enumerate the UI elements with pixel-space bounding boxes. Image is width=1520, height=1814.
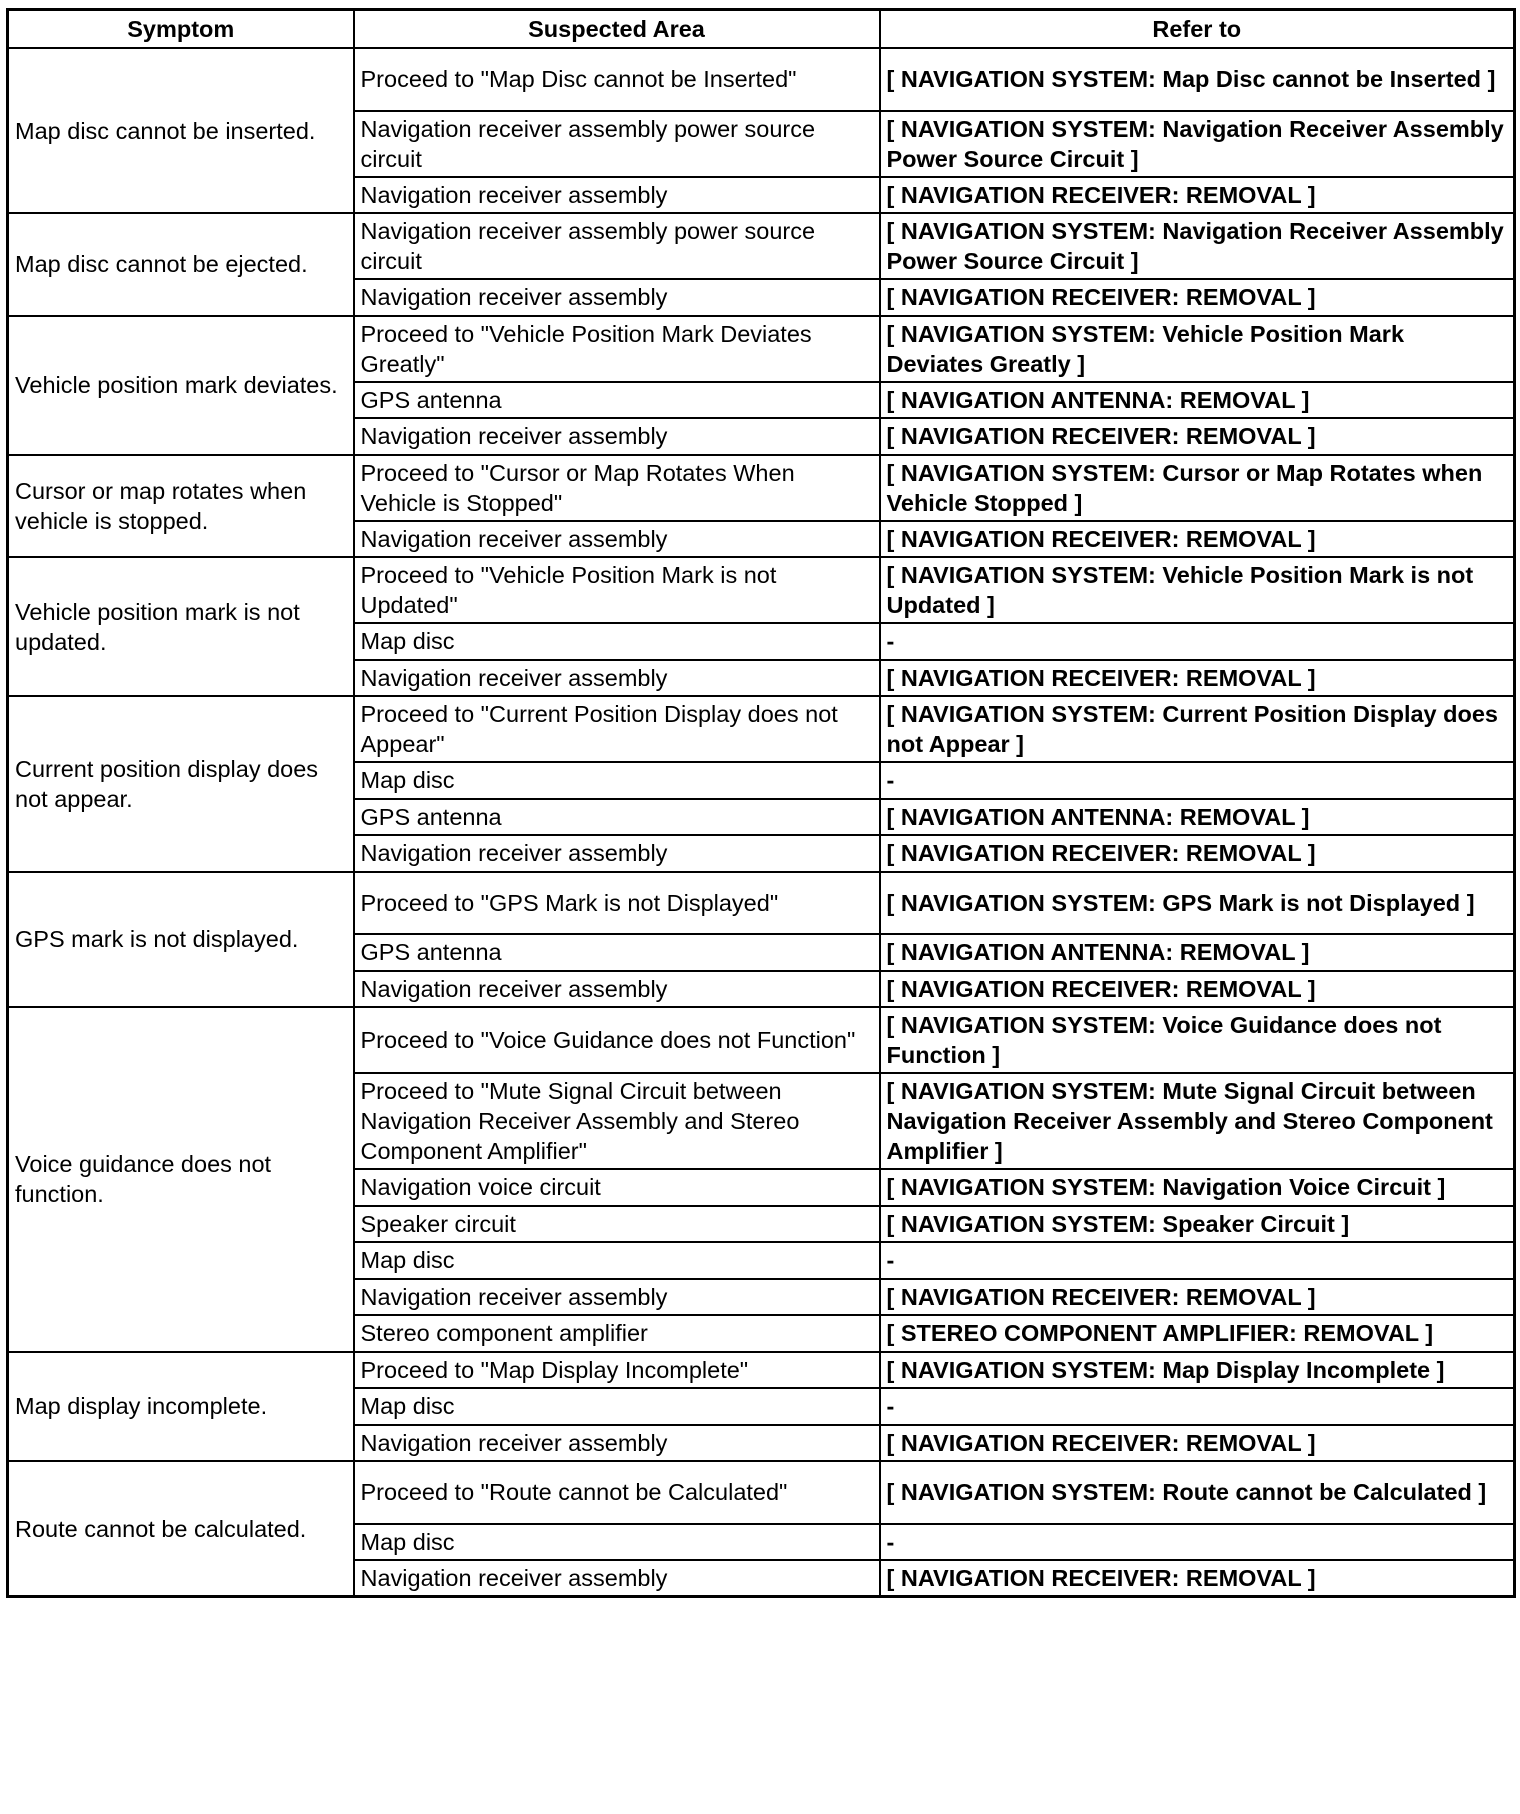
refer-to-cell: [ NAVIGATION SYSTEM: Mute Signal Circuit between Navigation Receiver Assembly and Stereo Component Amplifier ] (880, 1073, 1515, 1169)
refer-to-cell: - (880, 762, 1515, 799)
refer-to-cell: [ STEREO COMPONENT AMPLIFIER: REMOVAL ] (880, 1315, 1515, 1352)
suspected-area-cell: Navigation receiver assembly (354, 279, 880, 316)
symptom-cell: Map display incomplete. (8, 1352, 354, 1462)
suspected-area-cell: Navigation receiver assembly (354, 418, 880, 455)
suspected-area-cell: Navigation receiver assembly (354, 521, 880, 558)
table-row (8, 1352, 1515, 1389)
table-row (8, 557, 1515, 623)
refer-to-cell: [ NAVIGATION RECEIVER: REMOVAL ] (880, 521, 1515, 558)
refer-to-cell: [ NAVIGATION SYSTEM: Navigation Receiver Assembly Power Source Circuit ] (880, 213, 1515, 279)
table-header-row (8, 10, 1515, 49)
suspected-area-cell: Proceed to "GPS Mark is not Displayed" (354, 872, 880, 935)
symptom-cell: Map disc cannot be ejected. (8, 213, 354, 316)
suspected-area-cell: Map disc (354, 1242, 880, 1279)
header-suspected-area: Suspected Area (354, 10, 880, 49)
suspected-area-cell: Navigation receiver assembly power source circuit (354, 213, 880, 279)
table-row (8, 872, 1515, 935)
suspected-area-cell: Proceed to "Vehicle Position Mark is not Updated" (354, 557, 880, 623)
symptom-cell: Current position display does not appear. (8, 696, 354, 872)
suspected-area-cell: Proceed to "Map Display Incomplete" (354, 1352, 880, 1389)
refer-to-cell: [ NAVIGATION ANTENNA: REMOVAL ] (880, 799, 1515, 836)
suspected-area-cell: Navigation receiver assembly (354, 1425, 880, 1462)
refer-to-cell: [ NAVIGATION ANTENNA: REMOVAL ] (880, 934, 1515, 971)
refer-to-cell: [ NAVIGATION SYSTEM: Vehicle Position Mark is not Updated ] (880, 557, 1515, 623)
refer-to-cell: [ NAVIGATION RECEIVER: REMOVAL ] (880, 971, 1515, 1008)
suspected-area-cell: Navigation receiver assembly (354, 835, 880, 872)
symptom-table (6, 8, 1516, 1598)
refer-to-cell: [ NAVIGATION SYSTEM: Navigation Receiver Assembly Power Source Circuit ] (880, 111, 1515, 177)
refer-to-cell: [ NAVIGATION RECEIVER: REMOVAL ] (880, 279, 1515, 316)
symptom-cell: Vehicle position mark deviates. (8, 316, 354, 455)
suspected-area-cell: Map disc (354, 762, 880, 799)
refer-to-cell: [ NAVIGATION SYSTEM: Vehicle Position Mark Deviates Greatly ] (880, 316, 1515, 382)
suspected-area-cell: Navigation receiver assembly power source circuit (354, 111, 880, 177)
header-symptom: Symptom (8, 10, 354, 49)
refer-to-cell: [ NAVIGATION RECEIVER: REMOVAL ] (880, 1279, 1515, 1316)
table-row (8, 316, 1515, 382)
symptom-cell: Map disc cannot be inserted. (8, 48, 354, 213)
suspected-area-cell: Navigation receiver assembly (354, 971, 880, 1008)
suspected-area-cell: GPS antenna (354, 934, 880, 971)
suspected-area-cell: Navigation receiver assembly (354, 1279, 880, 1316)
refer-to-cell: - (880, 1388, 1515, 1425)
symptom-cell: GPS mark is not displayed. (8, 872, 354, 1008)
refer-to-cell: [ NAVIGATION ANTENNA: REMOVAL ] (880, 382, 1515, 419)
suspected-area-cell: Navigation voice circuit (354, 1169, 880, 1206)
suspected-area-cell: Stereo component amplifier (354, 1315, 880, 1352)
symptom-cell: Voice guidance does not function. (8, 1007, 354, 1352)
suspected-area-cell: Map disc (354, 1388, 880, 1425)
table-row (8, 455, 1515, 521)
refer-to-cell: [ NAVIGATION SYSTEM: Cursor or Map Rotates when Vehicle Stopped ] (880, 455, 1515, 521)
suspected-area-cell: Proceed to "Route cannot be Calculated" (354, 1461, 880, 1524)
table-row (8, 213, 1515, 279)
suspected-area-cell: Map disc (354, 1524, 880, 1561)
refer-to-cell: [ NAVIGATION SYSTEM: Current Position Display does not Appear ] (880, 696, 1515, 762)
table-row (8, 696, 1515, 762)
suspected-area-cell: Proceed to "Map Disc cannot be Inserted" (354, 48, 880, 111)
refer-to-cell: [ NAVIGATION RECEIVER: REMOVAL ] (880, 418, 1515, 455)
suspected-area-cell: Proceed to "Cursor or Map Rotates When Vehicle is Stopped" (354, 455, 880, 521)
refer-to-cell: [ NAVIGATION SYSTEM: Map Display Incomplete ] (880, 1352, 1515, 1389)
suspected-area-cell: GPS antenna (354, 382, 880, 419)
suspected-area-cell: Navigation receiver assembly (354, 660, 880, 697)
suspected-area-cell: Navigation receiver assembly (354, 177, 880, 214)
header-refer-to: Refer to (880, 10, 1515, 49)
refer-to-cell: [ NAVIGATION RECEIVER: REMOVAL ] (880, 1425, 1515, 1462)
refer-to-cell: [ NAVIGATION RECEIVER: REMOVAL ] (880, 1560, 1515, 1597)
suspected-area-cell: Navigation receiver assembly (354, 1560, 880, 1597)
refer-to-cell: [ NAVIGATION SYSTEM: Route cannot be Calculated ] (880, 1461, 1515, 1524)
refer-to-cell: [ NAVIGATION RECEIVER: REMOVAL ] (880, 660, 1515, 697)
table-row (8, 1461, 1515, 1524)
table-row (8, 1007, 1515, 1073)
symptom-cell: Route cannot be calculated. (8, 1461, 354, 1597)
refer-to-cell: [ NAVIGATION SYSTEM: Map Disc cannot be Inserted ] (880, 48, 1515, 111)
refer-to-cell: - (880, 623, 1515, 660)
suspected-area-cell: Proceed to "Vehicle Position Mark Deviates Greatly" (354, 316, 880, 382)
table-body (8, 48, 1515, 1597)
table-row (8, 48, 1515, 111)
suspected-area-cell: Proceed to "Mute Signal Circuit between Navigation Receiver Assembly and Stereo Component Amplifier" (354, 1073, 880, 1169)
refer-to-cell: [ NAVIGATION RECEIVER: REMOVAL ] (880, 835, 1515, 872)
suspected-area-cell: Speaker circuit (354, 1206, 880, 1243)
refer-to-cell: [ NAVIGATION SYSTEM: Voice Guidance does not Function ] (880, 1007, 1515, 1073)
suspected-area-cell: Proceed to "Voice Guidance does not Function" (354, 1007, 880, 1073)
refer-to-cell: [ NAVIGATION SYSTEM: GPS Mark is not Displayed ] (880, 872, 1515, 935)
symptom-cell: Vehicle position mark is not updated. (8, 557, 354, 696)
refer-to-cell: - (880, 1242, 1515, 1279)
refer-to-cell: [ NAVIGATION SYSTEM: Navigation Voice Circuit ] (880, 1169, 1515, 1206)
refer-to-cell: - (880, 1524, 1515, 1561)
refer-to-cell: [ NAVIGATION RECEIVER: REMOVAL ] (880, 177, 1515, 214)
suspected-area-cell: Proceed to "Current Position Display does not Appear" (354, 696, 880, 762)
suspected-area-cell: Map disc (354, 623, 880, 660)
refer-to-cell: [ NAVIGATION SYSTEM: Speaker Circuit ] (880, 1206, 1515, 1243)
suspected-area-cell: GPS antenna (354, 799, 880, 836)
symptom-cell: Cursor or map rotates when vehicle is stopped. (8, 455, 354, 558)
